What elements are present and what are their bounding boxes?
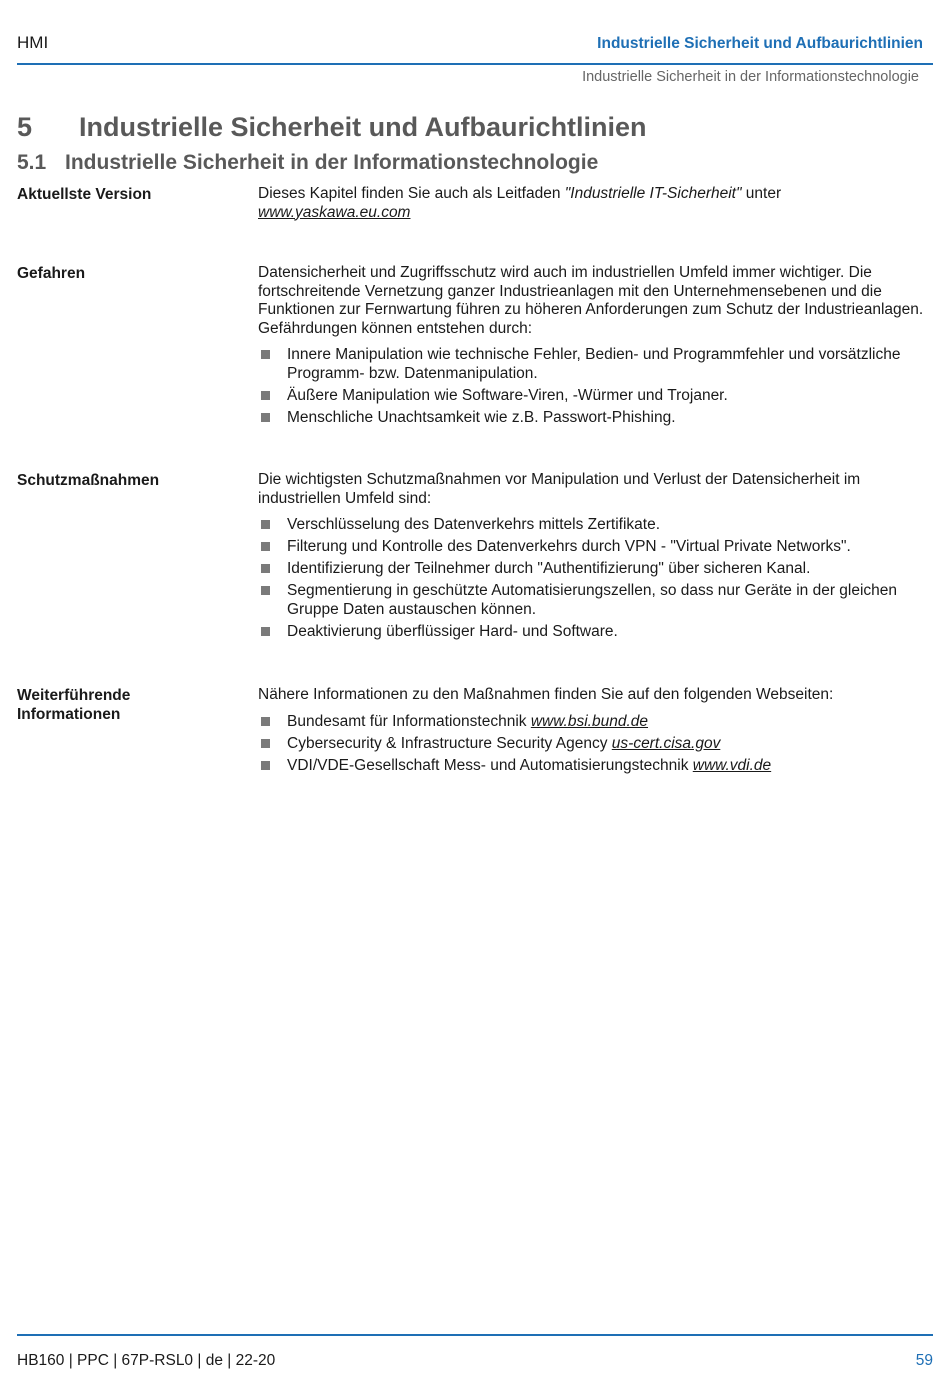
chapter-heading (17, 112, 647, 143)
section-title: Industrielle Sicherheit in der Informationstechnologie (65, 151, 599, 174)
dangers-label: Gefahren (17, 265, 86, 282)
further-info-list (258, 713, 933, 776)
further-info-body (258, 686, 933, 779)
protection-intro: Die wichtigsten Schutzmaßnahmen vor Manipulation und Verlust der Datensicherheit im industriellen Umfeld sind: (258, 471, 861, 507)
footer-document-id: HB160 | PPC | 67P-RSL0 | de | 22-20 (17, 1352, 276, 1369)
header-product: HMI (17, 33, 49, 52)
list-item: Menschliche Unachtsamkeit wie z.B. Passwort-Phishing. (258, 409, 933, 428)
list-item: Segmentierung in geschützte Automatisierungszellen, so dass nur Geräte in der gleichen Gruppe Daten austauschen können. (258, 582, 933, 619)
list-item: Cybersecurity & Infrastructure Security Agency us-cert.cisa.gov (258, 735, 933, 754)
section-dangers (17, 264, 933, 431)
chapter-number: 5 (17, 112, 33, 142)
square-bullet-icon (261, 586, 270, 595)
section-latest-version (17, 185, 933, 222)
list-item: VDI/VDE-Gesellschaft Mess- und Automatisierungstechnik www.vdi.de (258, 757, 933, 776)
square-bullet-icon (261, 564, 270, 573)
chapter-title: Industrielle Sicherheit und Aufbaurichtlinien (79, 112, 647, 142)
dangers-body (258, 264, 933, 431)
list-item: Identifizierung der Teilnehmer durch "Authentifizierung" über sicheren Kanal. (258, 560, 933, 579)
further-info-intro: Nähere Informationen zu den Maßnahmen finden Sie auf den folgenden Webseiten: (258, 686, 834, 703)
section-heading (17, 151, 598, 175)
list-item: Deaktivierung überflüssiger Hard- und Software. (258, 623, 933, 642)
square-bullet-icon (261, 520, 270, 529)
square-bullet-icon (261, 391, 270, 400)
latest-version-label: Aktuellste Version (17, 186, 152, 203)
square-bullet-icon (261, 350, 270, 359)
list-item: Verschlüsselung des Datenverkehrs mittels Zertifikate. (258, 516, 933, 535)
protection-label: Schutzmaßnahmen (17, 472, 160, 489)
header-chapter-title: Industrielle Sicherheit und Aufbaurichtlinien (597, 35, 923, 52)
protection-list (258, 516, 933, 641)
section-further-info (17, 686, 933, 779)
square-bullet-icon (261, 627, 270, 636)
list-item: Bundesamt für Informationstechnik www.bsi.bund.de (258, 713, 933, 732)
further-info-label: Weiterführende Informationen (17, 687, 131, 723)
square-bullet-icon (261, 717, 270, 726)
bsi-link[interactable]: www.bsi.bund.de (530, 712, 649, 730)
footer-divider (17, 1334, 933, 1336)
square-bullet-icon (261, 542, 270, 551)
list-item: Äußere Manipulation wie Software-Viren, -Würmer und Trojaner. (258, 387, 933, 406)
list-item: Innere Manipulation wie technische Fehler, Bedien- und Programmfehler und vorsätzliche Programm- bzw. Datenmanipulation. (258, 346, 933, 383)
page-number: 59 (915, 1352, 933, 1369)
square-bullet-icon (261, 413, 270, 422)
header-section-title: Industrielle Sicherheit in der Informationstechnologie (582, 69, 919, 85)
vdi-link[interactable]: www.vdi.de (692, 756, 772, 774)
list-item: Filterung und Kontrolle des Datenverkehrs durch VPN - "Virtual Private Networks". (258, 538, 933, 557)
section-number: 5.1 (17, 151, 47, 174)
dangers-list (258, 346, 933, 427)
protection-body (258, 471, 933, 645)
yaskawa-link[interactable]: www.yaskawa.eu.com (258, 203, 411, 221)
section-protection (17, 471, 933, 645)
guide-title: "Industrielle IT-Sicherheit" (564, 185, 742, 202)
latest-version-text: Dieses Kapitel finden Sie auch als Leitfaden (258, 185, 565, 202)
header-divider (17, 63, 933, 65)
square-bullet-icon (261, 739, 270, 748)
latest-version-text-after: unter (741, 185, 782, 202)
cisa-link[interactable]: us-cert.cisa.gov (611, 734, 721, 752)
square-bullet-icon (261, 761, 270, 770)
latest-version-body (258, 185, 933, 222)
dangers-intro: Datensicherheit und Zugriffsschutz wird auch im industriellen Umfeld immer wichtiger. Die fortschreitende Vernetzung ganzer Industrieanlagen mit den Unternehmensebenen und die Funktionen zur Fernwartung führen zu höheren Anforderungen zum Schutz der Industrieanlagen. Gefährdungen können entstehen durch: (258, 264, 924, 337)
